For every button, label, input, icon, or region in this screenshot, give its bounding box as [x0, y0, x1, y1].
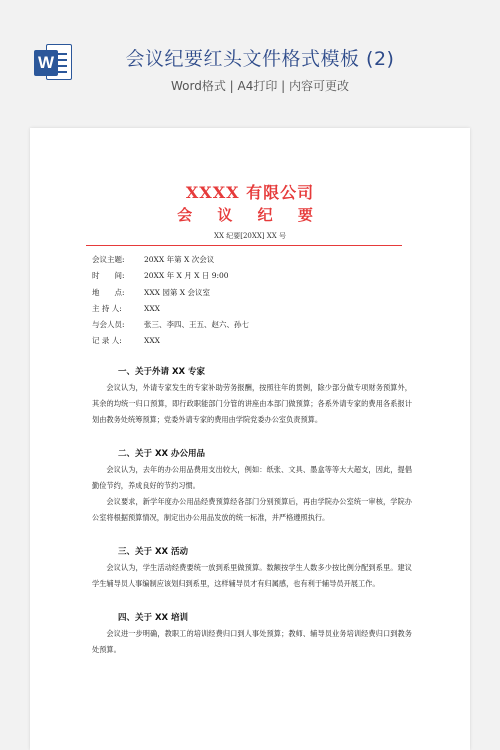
- section-experts: [92, 364, 412, 428]
- meta-row-attendees: [92, 317, 412, 333]
- meta-key: 时 间:: [92, 271, 125, 281]
- section-heading: 四、关于 XX 培训: [118, 613, 189, 623]
- meta-key: 主 持 人:: [92, 303, 122, 313]
- document-type: 会 议 纪 要: [177, 206, 323, 224]
- meta-value: 张三、李四、王五、赵六、孙七: [144, 320, 249, 330]
- section-heading: 二、关于 XX 办公用品: [118, 449, 206, 459]
- meta-row-topic: [92, 252, 412, 268]
- word-badge: W: [34, 50, 58, 76]
- page-title: 会议纪要红头文件格式模板 (2): [125, 48, 395, 70]
- page-subtitle: Word格式 | A4打印 | 内容可更改: [170, 79, 350, 93]
- section-paragraph: 会议进一步明确，教职工的培训经费归口到人事处预算；教师、辅导员业务培训经费归口到教务处预算。: [92, 629, 412, 654]
- meta-key: 与会人员:: [92, 320, 125, 330]
- meta-value: 20XX 年第 X 次会议: [144, 255, 215, 264]
- meta-value: XXX: [144, 303, 161, 313]
- meta-value: XXX 园第 X 会议室: [144, 287, 211, 297]
- section-heading: 一、关于外请 XX 专家: [118, 367, 206, 377]
- meta-row-host: [92, 301, 412, 317]
- page-header: [0, 0, 500, 120]
- meta-key: 会议主题:: [92, 255, 125, 264]
- meta-value: XXX: [144, 336, 161, 346]
- meta-row-location: [92, 285, 412, 301]
- meta-row-time: [92, 268, 412, 284]
- red-header-rule: [86, 245, 402, 246]
- section-paragraph: 会议要求，新学年度办公用品经费预算经各部门分别预算后，再由学院办公室统一审核，学院办公室将根据预算情况，制定出办公用品发放的统一标准，并严格遵照执行。: [92, 497, 412, 522]
- meta-row-recorder: [92, 333, 412, 349]
- section-heading: 三、关于 XX 活动: [118, 547, 189, 557]
- document-number: XX 纪要[20XX] XX 号: [214, 232, 286, 240]
- document-page: [30, 128, 470, 750]
- section-paragraph: 会议认为，学生活动经费要统一放到系里做预算。数额按学生人数多少按比例分配到系里。建议学生辅导员人事编制应该划归到系里，这样辅导员才有归属感，也有利于辅导员开展工作。: [92, 563, 412, 588]
- section-training: [92, 610, 412, 658]
- section-activities: [92, 544, 412, 592]
- meta-key: 地 点:: [92, 287, 125, 297]
- meeting-meta: [92, 252, 412, 350]
- meta-value: 20XX 年 X 月 X 日 9:00: [144, 271, 229, 281]
- word-icon: [34, 42, 72, 82]
- meta-key: 记 录 人:: [92, 336, 122, 346]
- section-paragraph: 会议认为，外请专家发生的专家补助劳务报酬，按照往年的贯例，除少部分做专项财务预算外，其余的均统一归口预算，即行政职能部门分管的讲座由本部门做预算；各系外请专家的费用各系报计划由教务处统筹预算；党委外请专家的费用由学院党委办公室负责预算。: [92, 383, 412, 424]
- section-office-supplies: [92, 446, 412, 526]
- section-paragraph: 会议认为，去年的办公用品费用支出较大，例如：纸张、文具、墨盒等等大大超支，因此，提倡勤俭节约，养成良好的节约习惯。: [92, 465, 412, 490]
- company-name: XXXX 有限公司: [185, 183, 315, 202]
